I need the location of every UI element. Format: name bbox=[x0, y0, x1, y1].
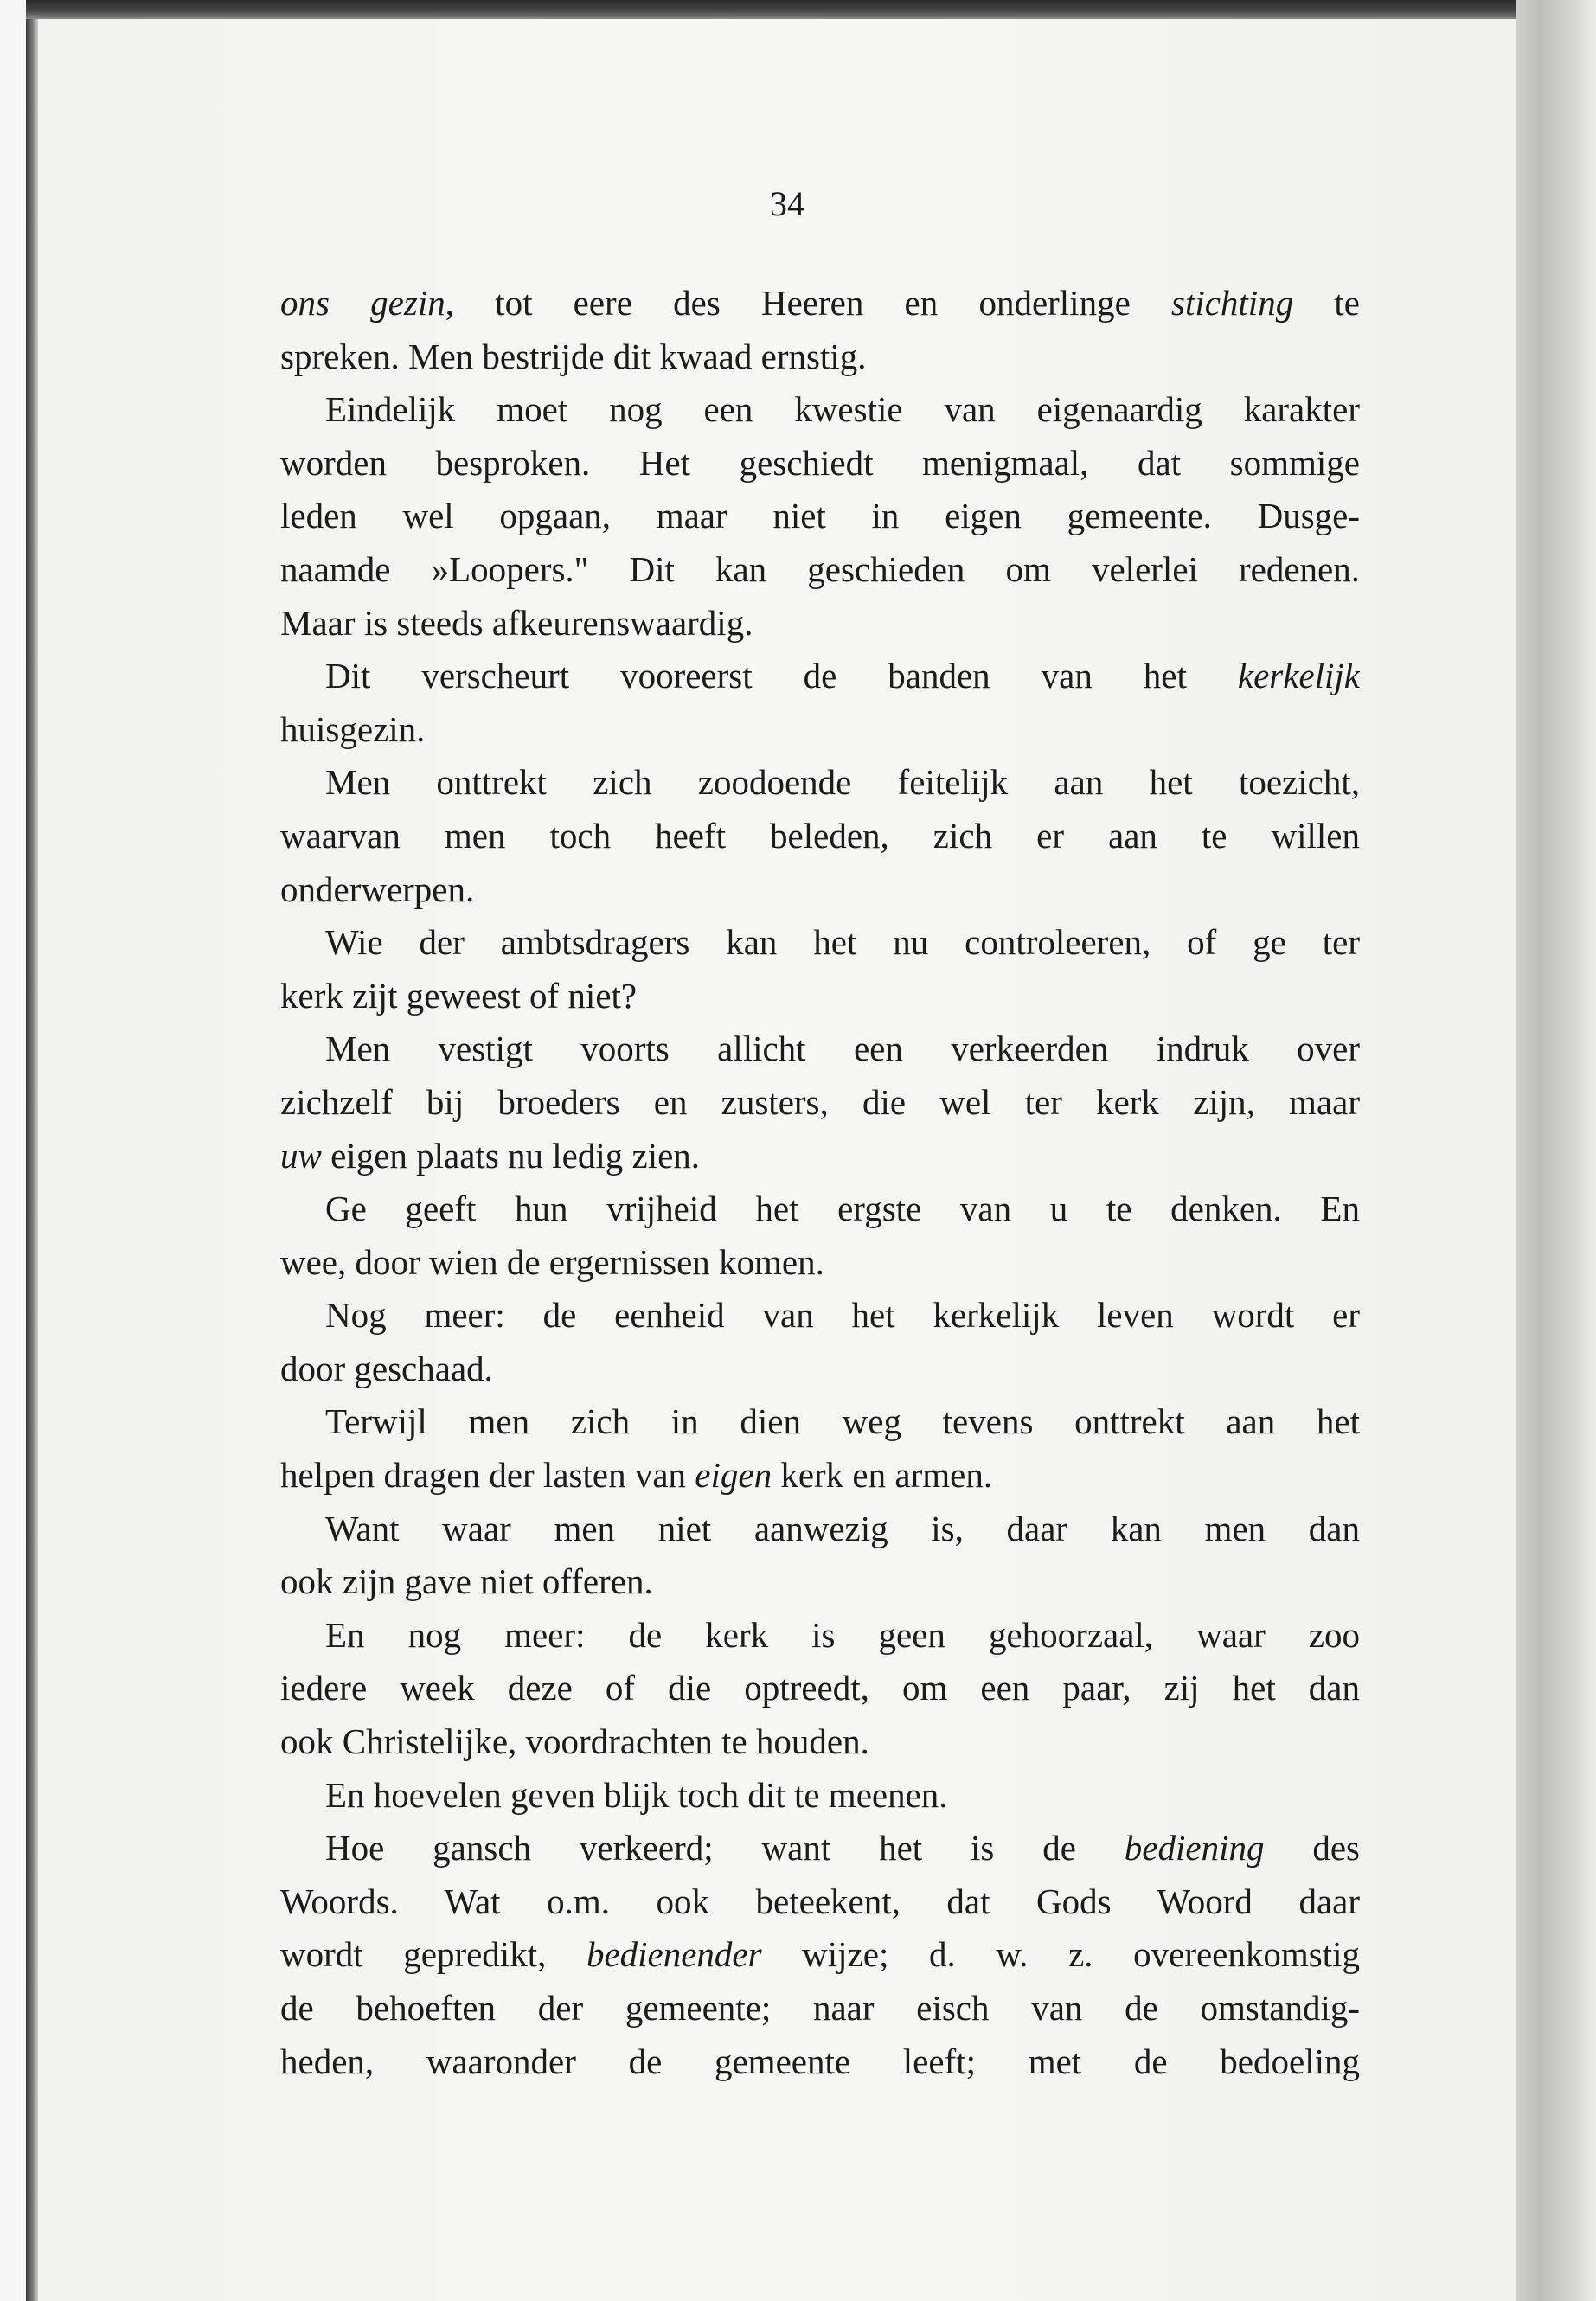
text-line: Wie der ambtsdragers kan het nu controleeren, of ge ter bbox=[325, 922, 1360, 963]
text-line: worden besproken. Het geschiedt menigmaal, dat sommige bbox=[280, 442, 1360, 483]
text-line: Men onttrekt zich zoodoende feitelijk aan het toezicht, bbox=[325, 762, 1360, 803]
text-line: spreken. Men bestrijde dit kwaad ernstig. bbox=[280, 336, 867, 376]
page-gutter-fold bbox=[1516, 0, 1596, 2301]
text-line: door geschaad. bbox=[280, 1348, 493, 1388]
text-line: uw eigen plaats nu ledig zien. bbox=[280, 1135, 701, 1176]
body-text bbox=[280, 277, 1360, 2088]
text-line: Terwijl men zich in dien weg tevens onttrekt aan het bbox=[325, 1401, 1360, 1442]
text-line: Hoe gansch verkeerd; want het is de bediening des bbox=[325, 1828, 1360, 1868]
text-line: Woords. Wat o.m. ook beteekent, dat Gods Woord daar bbox=[280, 1881, 1360, 1921]
text-line: heden, waaronder de gemeente leeft; met de bedoeling bbox=[280, 2041, 1360, 2081]
text-line: iedere week deze of die optreedt, om een paar, zij het dan bbox=[280, 1668, 1360, 1708]
text-line: ook Christelijke, voordrachten te houden. bbox=[280, 1721, 869, 1762]
text-line: ook zijn gave niet offeren. bbox=[280, 1561, 653, 1602]
text-line: Eindelijk moet nog een kwestie van eigenaardig karakter bbox=[325, 389, 1360, 430]
book-binding-edge bbox=[26, 0, 38, 2301]
text-line: Men vestigt voorts allicht een verkeerden indruk over bbox=[325, 1029, 1360, 1069]
text-line: Dit verscheurt vooreerst de banden van het kerkelijk bbox=[325, 656, 1360, 696]
text-line: naamde »Loopers." Dit kan geschieden om velerlei redenen. bbox=[280, 548, 1360, 589]
text-line: leden wel opgaan, maar niet in eigen gemeente. Dusge- bbox=[280, 496, 1360, 536]
text-line: onderwerpen. bbox=[280, 868, 475, 909]
text-line: huisgezin. bbox=[280, 708, 426, 749]
text-line: wordt gepredikt, bedienender wijze; d. w. z. overeenkomstig bbox=[280, 1934, 1360, 1975]
text-line: helpen dragen der lasten van eigen kerk en armen. bbox=[280, 1455, 993, 1496]
text-line: de behoeften der gemeente; naar eisch van de omstandig- bbox=[280, 1988, 1360, 2028]
text-line: waarvan men toch heeft beleden, zich er aan te willen bbox=[280, 815, 1360, 856]
text-line: Maar is steeds afkeurenswaardig. bbox=[280, 602, 753, 643]
text-line: wee, door wien de ergernissen komen. bbox=[280, 1241, 824, 1282]
book-top-edge bbox=[26, 0, 1531, 19]
scanner-margin bbox=[0, 0, 26, 2301]
text-line: zichzelf bij broeders en zusters, die wel ter kerk zijn, maar bbox=[280, 1081, 1360, 1122]
text-line: En hoevelen geven blijk toch dit te meenen. bbox=[325, 1774, 948, 1815]
text-line: En nog meer: de kerk is geen gehoorzaal, waar zoo bbox=[325, 1614, 1360, 1655]
text-line: Ge geeft hun vrijheid het ergste van u te denken. En bbox=[325, 1189, 1360, 1229]
text-line: Nog meer: de eenheid van het kerkelijk leven wordt er bbox=[325, 1295, 1360, 1336]
text-line: kerk zijt geweest of niet? bbox=[280, 975, 638, 1016]
page-number: 34 bbox=[770, 184, 804, 223]
text-line: ons gezin, tot eere des Heeren en onderlinge stichting te bbox=[280, 283, 1360, 323]
text-line: Want waar men niet aanwezig is, daar kan men dan bbox=[325, 1508, 1360, 1548]
